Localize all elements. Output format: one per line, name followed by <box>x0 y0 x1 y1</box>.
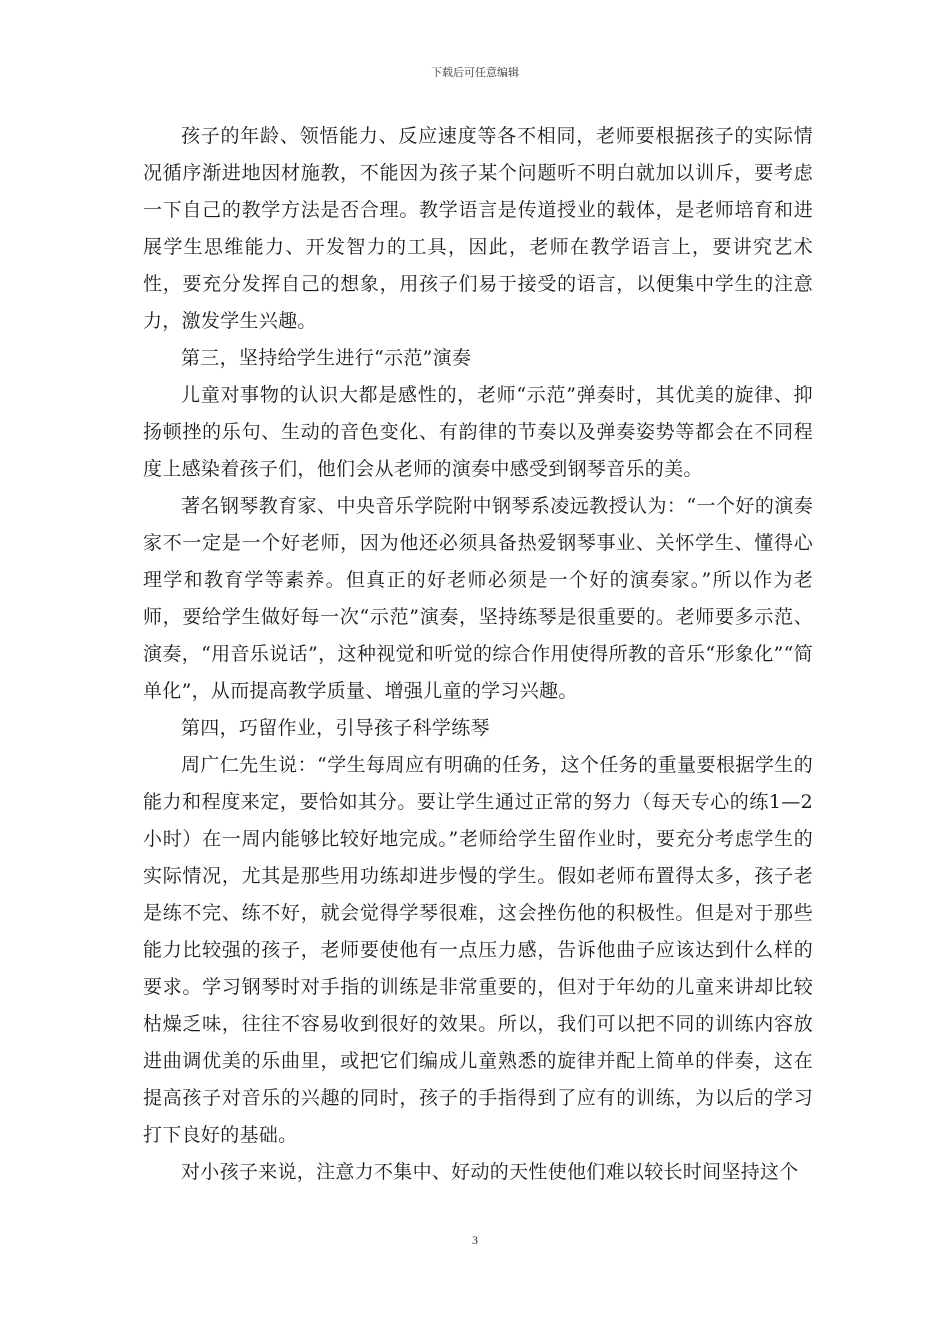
section-heading: 第三，坚持给学生进行“示范”演奏 <box>181 347 472 369</box>
body-paragraph: 著名钢琴教育家、中央音乐学院附中钢琴系凌远教授认为：“一个好的演奏家不一定是一个好老师，因为他还必须具备热爱钢琴事业、关怀学生、懂得心理学和教育学等素养。但真正的好老师必须是一个好的演奏家。”所以作为老师，要给学生做好每一次“示范”演奏，坚持练琴是很重要的。老师要多示范、演奏，“用音乐说话”，这种视觉和听觉的综合作用使得所教的音乐“形象化”“简单化”，从而提高教学质量、增强儿童的学习兴趣。 <box>143 495 813 702</box>
body-paragraph: 儿童对事物的认识大都是感性的，老师“示范”弹奏时，其优美的旋律、抑扬顿挫的乐句、生动的音色变化、有韵律的节奏以及弹奏姿势等都会在不同程度上感染着孩子们，他们会从老师的演奏中感受到钢琴音乐的美。 <box>143 384 813 480</box>
body-paragraph: 周广仁先生说：“学生每周应有明确的任务，这个任务的重量要根据学生的能力和程度来定，要恰如其分。要让学生通过正常的努力（每天专心的练1—2小时）在一周内能够比较好地完成。”老师给学生留作业时，要充分考虑学生的实际情况，尤其是那些用功练却进步慢的学生。假如老师布置得太多，孩子老是练不完、练不好，就会觉得学琴很难，这会挫伤他的积极性。但是对于那些能力比较强的孩子，老师要使他有一点压力感，告诉他曲子应该达到什么样的要求。学习钢琴时对手指的训练是非常重要的，但对于年幼的儿童来讲却比较枯燥乏味，往往不容易收到很好的效果。所以，我们可以把不同的训练内容放进曲调优美的乐曲里，或把它们编成儿童熟悉的旋律并配上简单的伴奏，这在提高孩子对音乐的兴趣的同时，孩子的手指得到了应有的训练，为以后的学习打下良好的基础。 <box>143 754 813 1146</box>
page-header: 下载后可任意编辑 <box>431 66 519 79</box>
page-number: 3 <box>472 1233 478 1247</box>
section-heading: 第四，巧留作业，引导孩子科学练琴 <box>181 717 490 739</box>
document-body <box>143 118 813 1191</box>
body-paragraph: 孩子的年龄、领悟能力、反应速度等各不相同，老师要根据孩子的实际情况循序渐进地因材施教，不能因为孩子某个问题听不明白就加以训斥，要考虑一下自己的教学方法是否合理。教学语言是传道授业的载体，是老师培育和进展学生思维能力、开发智力的工具，因此，老师在教学语言上，要讲究艺术性，要充分发挥自己的想象，用孩子们易于接受的语言，以便集中学生的注意力，激发学生兴趣。 <box>143 125 813 332</box>
body-paragraph: 对小孩子来说，注意力不集中、好动的天性使他们难以较长时间坚持这个 <box>181 1161 799 1183</box>
